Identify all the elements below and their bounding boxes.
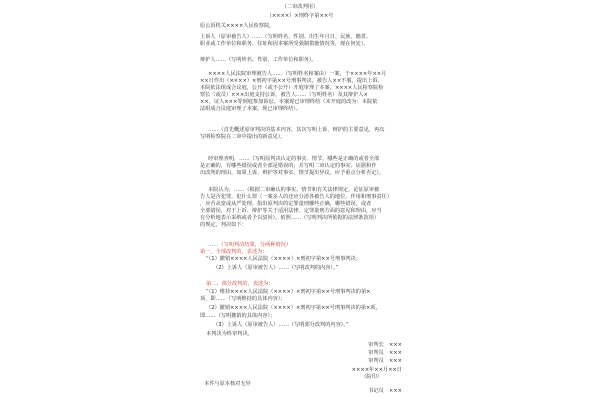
verdict-case-1-title: 第一、全部改判的，表述为： xyxy=(200,249,268,255)
verdict-case-2-item-3: （3）上诉人（原审被告人）……（写明部分改判的内容）。” xyxy=(213,322,349,328)
appellant-line-2: 职业或工作单位和职务、住址和因本案所受强制措施情况等，现在何处）。 xyxy=(200,41,369,47)
verdict-case-2-item-1b: 项，即……（写明维持的具体内容）； xyxy=(200,296,286,302)
findings-line-3: 出改判的理由，如果上诉、辩护等对事实、情节提出异议，应予重点分析否定）。 xyxy=(200,170,385,176)
verdict-case-1-item-1: “（1）撤销××××人民法院（××××）×刑初字第××号刑事判决； xyxy=(206,256,361,262)
opinion-line-3: ，应否从宽或从严处理。指出原判决的定罪量刑哪些正确，哪些错误，或者 xyxy=(200,201,372,207)
origin-line-5: ××、证人×××等到庭参加诉讼。本案现已审理终结（未开庭的改为：本院依 xyxy=(200,99,378,105)
judge-1: 审判员 ××× xyxy=(368,350,402,356)
opinion-line-5: 有分析地表示采纳或者予以驳回）。依照……（写明判决所依据的法律条款项） xyxy=(200,215,379,221)
origin-line-3: 本院依法组成合议庭，公开（或不公开）开庭审理了本案。××××人民检察院检 xyxy=(200,85,384,91)
verdict-case-2-item-2a: （2）撤销××××人民法院（××××）×刑初字第××号刑事判决的第×项， xyxy=(206,305,381,311)
court-seal: （院印） xyxy=(361,374,382,380)
presiding-judge: 审判长 ××× xyxy=(368,342,402,348)
verdict-final: 本判决为终审判决。 xyxy=(206,331,253,337)
judge-2: 审判员 ××× xyxy=(368,358,402,364)
summary-line-1: ……（首先概述原审判决的基本内容，其次写明上诉、辩护的主要意见，再次 xyxy=(208,127,385,133)
verdict-heading: ……（写明判决结果，分两种情况） xyxy=(208,242,292,248)
opinion-line-2: 告人是否犯罪，犯什么罪（一案多人的还应分清各被告人的地位、作用和刑事责任） xyxy=(200,194,392,200)
doc-subtitle: （二审改判用） xyxy=(281,4,319,10)
origin-line-4: 察长（或员）×××出庭支持公诉，被告人……（写明姓名）及其辩护人× xyxy=(200,92,368,98)
origin-line-6: 法组成合议庭审理了本案，现已审理终结）。 xyxy=(200,106,302,112)
case-number: （××××）×刑终字第××号 xyxy=(266,13,334,19)
origin-line-2: ××日作出（××××）×刑初字第××号刑事判决。被告人××不服，提出上诉。 xyxy=(200,78,383,84)
origin-line-1: ××××人民法院审理被告人……（写明姓名和案由）一案，于××××年××月 xyxy=(208,71,387,77)
clerk: 书记员 ××× xyxy=(368,388,402,394)
opinion-line-4: 全部错误，对于上诉、辩护等关于适用法律、定罪量刑方面的意见和理由，应当 xyxy=(200,208,382,214)
verdict-case-2-item-1a: “（1）维持××××人民法院（××××）×刑初字第××号刑事判决的第× xyxy=(206,289,371,295)
prosecution-organ: 原公诉机关××××人民检察院。 xyxy=(200,23,275,29)
summary-line-2: 写明检察院在二审中提出的新意见）。 xyxy=(200,134,286,140)
opinion-line-6: 的规定，判决如下： xyxy=(200,222,247,228)
judgment-date: ××××年××月××日 xyxy=(351,367,402,373)
findings-line-2: 是正确的，有哪些错误或者全部是错误的；并写明二审认定的事实、证据和作 xyxy=(200,163,377,169)
verdict-case-1-item-2: （2）上诉人（原审被告人）……（写明改判的内容）。” xyxy=(213,265,339,271)
copy-verification: 本件与原本核对无异 xyxy=(204,381,251,387)
appellant-line-1: 上诉人（原审被告人）……（写明姓名、性别、出生年月日、民族、籍贯、 xyxy=(200,34,372,40)
defender-line: 辩护人……（写明姓名、性别、工作单位和职务）。 xyxy=(200,57,317,63)
findings-line-1: 经审理查明，……（写明原判决认定的事实、情节，哪些是正确的或者全部 xyxy=(208,156,380,162)
opinion-line-1: 本院认为，……（根据二审确认的事实、情节和有关法律规定，论证原审被 xyxy=(208,187,380,193)
verdict-case-2-title: 第二、部分改判的，表述为： xyxy=(206,281,274,287)
verdict-case-2-item-2b: 即……（写明撤销的具体内容）； xyxy=(200,313,276,319)
